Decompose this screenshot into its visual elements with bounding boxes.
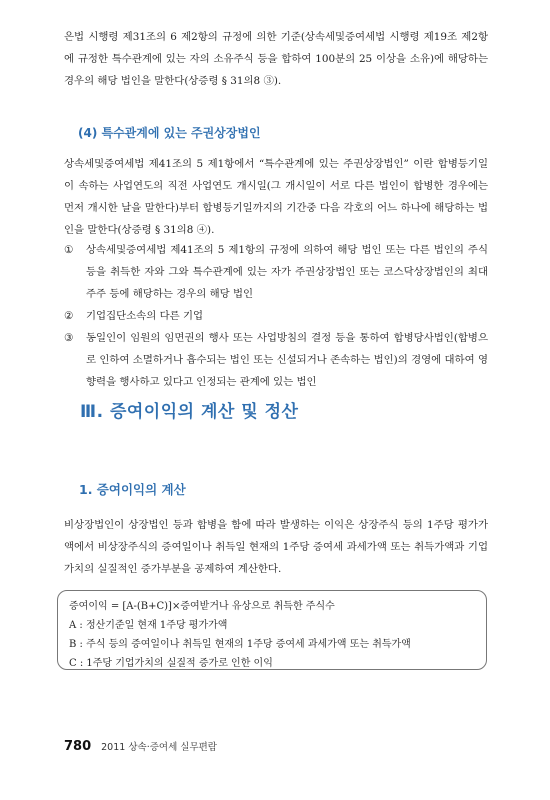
formula-definition-c: C : 1주당 기업가치의 실질적 증가로 인한 이익 <box>69 658 273 669</box>
section-4-heading: (4) 특수관계에 있는 주권상장법인 <box>78 126 261 140</box>
formula-definition-b: B : 주식 등의 증여일이나 취득일 현재의 1주당 증여세 과세가액 또는 취득가액 <box>69 639 411 650</box>
page-number: 780 <box>64 739 92 754</box>
main-heading: Ⅲ. 증여이익의 계산 및 정산 <box>80 402 299 422</box>
section-4-list <box>64 239 488 393</box>
list-item <box>64 305 488 327</box>
list-item-number: ② <box>64 310 74 322</box>
list-item <box>64 327 488 393</box>
list-item <box>64 239 488 305</box>
formula-definition-a: A : 정산기준일 현재 1주당 평가가액 <box>69 620 228 631</box>
list-item-text: 상속세및증여세법 제41조의 5 제1항의 규정에 의하여 해당 법인 또는 다른 법인의 주식 등을 취득한 자와 그와 특수관계에 있는 자가 주권상장법인 또는 코스닥상장법인의 최대주주 등에 해당하는 경우의 해당 법인 <box>86 244 488 300</box>
list-item-number: ③ <box>64 332 74 344</box>
section-1-heading: 1. 증여이익의 계산 <box>79 482 186 497</box>
section-4-paragraph: 상속세및증여세법 제41조의 5 제1항에서 “특수관계에 있는 주권상장법인” 이란 합병등기일이 속하는 사업연도의 직전 사업연도 개시일(그 개시일이 서로 다른 법인이 합병한 경우에는 먼저 개시한 날을 말한다)부터 합병등기일까지의 기간중 다음 각호의 어느 하나에 해당하는 법인을 말한다(상증령 § 31의8 ④). <box>64 158 488 236</box>
list-item-text: 기업집단소속의 다른 기업 <box>86 310 204 322</box>
formula-main: 증여이익 = [A-(B+C)]×증여받거나 유상으로 취득한 주식수 <box>69 601 335 612</box>
list-item-number: ① <box>64 244 74 256</box>
top-paragraph: 은법 시행령 제31조의 6 제2항의 규정에 의한 기준(상속세및증여세법 시행령 제19조 제2항에 규정한 특수관계에 있는 자의 소유주식 등을 합하여 100분의 25 이상을 소유)에 해당하는 경우의 해당 법인을 말한다(상증령 § 31의8 ③). <box>64 31 488 87</box>
formula-box <box>57 590 487 670</box>
book-title: 2011 상속·증여세 실무편람 <box>101 742 217 753</box>
page-footer <box>64 739 217 754</box>
list-item-text: 동일인이 임원의 임면권의 행사 또는 사업방침의 결정 등을 통하여 합병당사법인(합병으로 인하여 소멸하거나 흡수되는 법인 또는 신설되거나 존속하는 법인)의 경영에 대하여 영향력을 행사하고 있다고 인정되는 관계에 있는 법인 <box>86 332 488 388</box>
section-1-paragraph: 비상장법인이 상장법인 등과 합병을 함에 따라 발생하는 이익은 상장주식 등의 1주당 평가가액에서 비상장주식의 증여일이나 취득일 현재의 1주당 증여세 과세가액 또는 취득가액과 기업가치의 실질적인 증가부분을 공제하여 계산한다. <box>64 519 488 575</box>
